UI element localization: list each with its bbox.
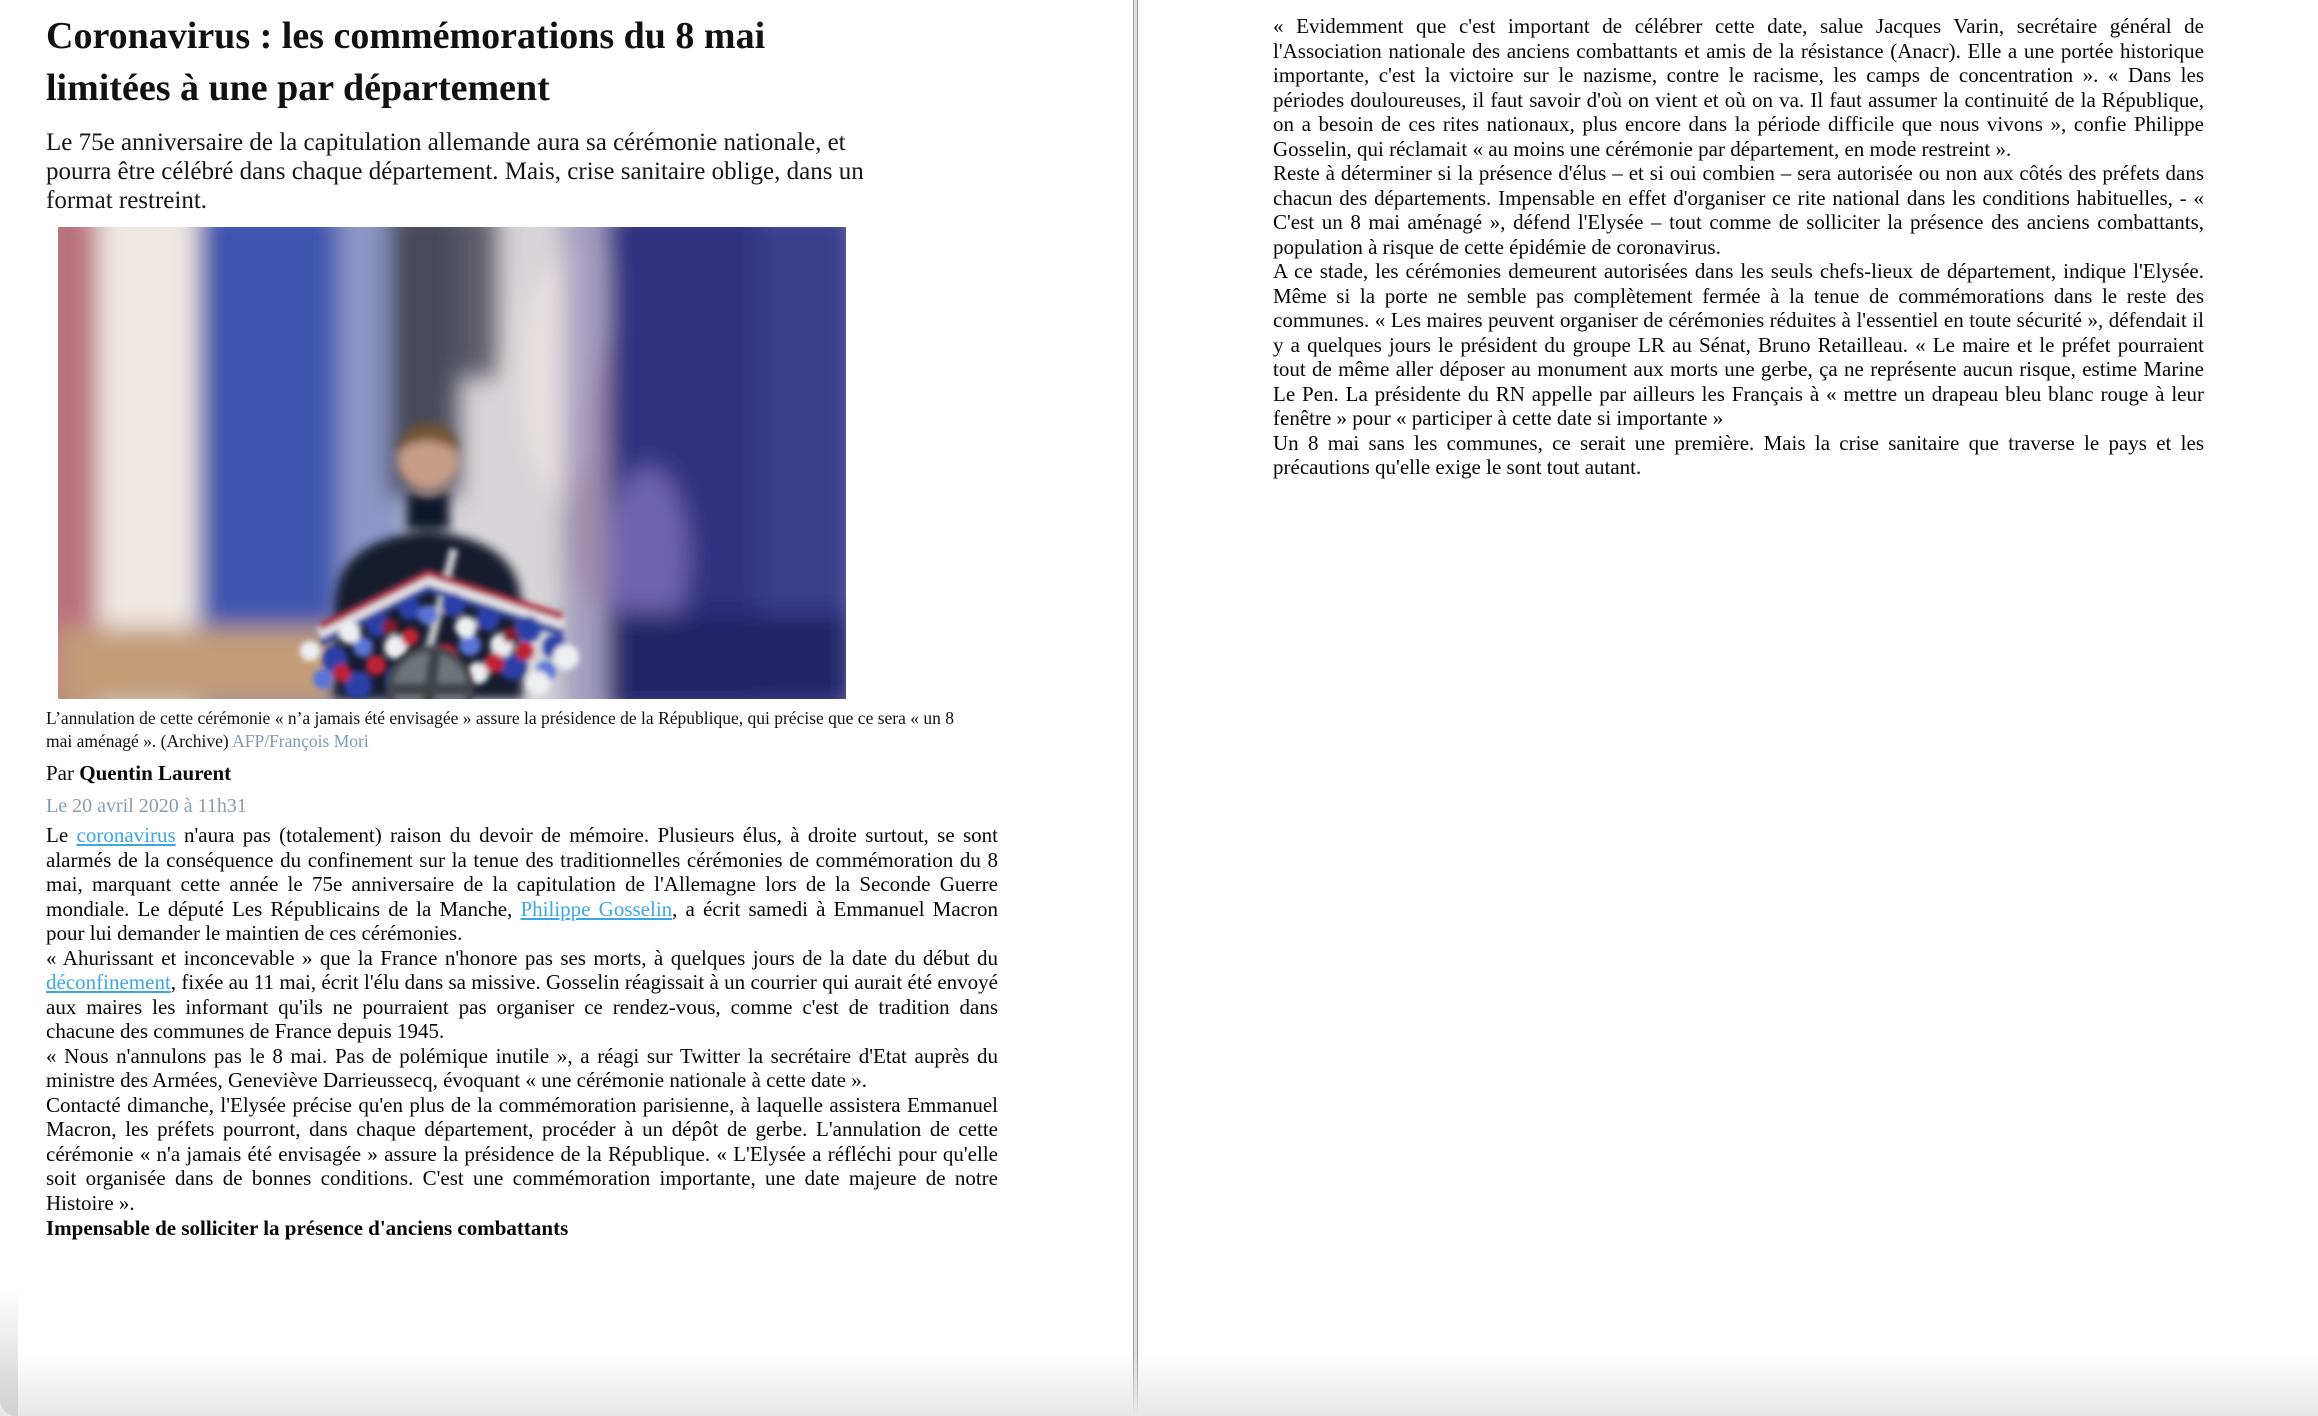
article-body-left bbox=[46, 823, 998, 1215]
paragraph bbox=[46, 1093, 998, 1216]
article-body-right bbox=[1273, 14, 2204, 480]
article-page-left bbox=[0, 0, 1133, 1416]
text-segment: Reste à déterminer si la présence d'élus – et si oui combien – sera autorisée ou non aux côtés des préfets dans chacun des départements. Impensable en effet d'organiser ce rite national dans les conditions habituelles, - « C'est un 8 mai aménagé », défend l'Elysée – tout comme de solliciter la présence des anciens combattants, population à risque de cette épidémie de coronavirus. bbox=[1273, 161, 2204, 259]
article-column-left bbox=[46, 10, 998, 1241]
article-standfirst: Le 75e anniversaire de la capitulation allemande aura sa cérémonie nationale, et pourra être célébré dans chaque département. Mais, crise sanitaire oblige, dans un format restreint. bbox=[46, 129, 864, 214]
text-segment: A ce stade, les cérémonies demeurent autorisées dans les seuls chefs-lieux de département, indique l'Elysée. Même si la porte ne semble pas complètement fermée à la tenue de commémorations dans le reste des communes. « Les maires peuvent organiser de cérémonies réduites à l'essentiel en toute sécurité », défendait il y a quelques jours le président du groupe LR au Sénat, Bruno Retailleau. « Le maire et le préfet pourraient tout de même aller déposer au monument aux morts une gerbe, ça ne représente aucun risque, estime Marine Le Pen. La présidente du RN appelle par ailleurs les Français à « mettre un drapeau bleu blanc rouge à leur fenêtre » pour « participer à cette date si importante » bbox=[1273, 259, 2204, 430]
author-name: Quentin Laurent bbox=[79, 761, 232, 785]
paragraph bbox=[46, 707, 966, 753]
text-segment: « Ahurissant et inconcevable » que la France n'honore pas ses morts, à quelques jours de la date du début du bbox=[46, 945, 998, 970]
inline-link[interactable]: déconfinement bbox=[46, 970, 171, 994]
text-segment: , a écrit samedi à Emmanuel Macron pour lui demander le maintien de ces cérémonies. bbox=[46, 896, 998, 945]
paragraph bbox=[1273, 431, 2204, 480]
article-title: Coronavirus : les commémorations du 8 mai limitées à une par département bbox=[46, 15, 766, 109]
paragraph bbox=[46, 823, 998, 946]
byline-prefix: Par bbox=[46, 761, 80, 785]
paragraph bbox=[46, 946, 998, 1044]
text-segment: n'aura pas (totalement) raison du devoir de mémoire. Plusieurs élus, à droite surtout, se sont alarmés de la conséquence du confinement sur la tenue des traditionnelles cérémonies de commémoration du 8 mai, marquant cette année le 75e anniversaire de la capitulation de l'Allemagne lors de la Seconde Guerre mondiale. Le député Les Républicains de la Manche, bbox=[46, 823, 998, 921]
article-page-right bbox=[1138, 0, 2318, 1416]
paragraph bbox=[1273, 259, 2204, 431]
text-segment: L’annulation de cette cérémonie « n’a jamais été envisagée » assure la présidence de la République, qui précise que ce sera « un 8 mai aménagé ». (Archive) bbox=[46, 708, 955, 751]
text-segment: « Evidemment que c'est important de célébrer cette date, salue Jacques Varin, secrétaire général de l'Association nationale des anciens combattants et amis de la résistance (Anacr). Elle a une portée historique importante, c'est la victoire sur le nazisme, contre le racisme, les camps de concentration ». « Dans les périodes douloureuses, il faut savoir d'où on vient et où on va. Il faut assumer la continuité de la République, on a besoin de ces rites nationaux, plus encore dans la période difficile que nous vivons », confie Philippe Gosselin, qui réclamait « au moins une cérémonie par département, en mode restreint ». bbox=[1273, 14, 2204, 161]
photo-caption bbox=[46, 707, 966, 753]
text-segment: « Nous n'annulons pas le 8 mai. Pas de polémique inutile », a réagi sur Twitter la secrétaire d'Etat auprès du ministre des Armées, Geneviève Darrieussecq, évoquant « une cérémonie nationale à cette date ». bbox=[46, 1043, 998, 1092]
section-subheading: Impensable de solliciter la présence d'anciens combattants bbox=[46, 1216, 569, 1240]
publish-date: Le 20 avril 2020 à 11h31 bbox=[46, 795, 247, 817]
paragraph bbox=[1273, 14, 2204, 161]
paragraph bbox=[1273, 161, 2204, 259]
text-segment: Contacté dimanche, l'Elysée précise qu'en plus de la commémoration parisienne, à laquelle assistera Emmanuel Macron, les préfets pourront, dans chaque département, procéder à un dépôt de gerbe. L'annulation de cette cérémonie « n'a jamais été envisagée » assure la présidence de la République. « L'Elysée a réfléchi pour qu'elle soit organisée dans de bonnes conditions. C'est une commémoration importante, une date majeure de notre Histoire ». bbox=[46, 1092, 998, 1215]
paragraph bbox=[46, 1044, 998, 1093]
photo-credit: AFP/François Mori bbox=[232, 731, 369, 751]
photo-illustration bbox=[58, 227, 846, 699]
byline bbox=[46, 761, 998, 786]
text-segment: Un 8 mai sans les communes, ce serait une première. Mais la crise sanitaire que traverse le pays et les précautions qu'elle exige le sont tout autant. bbox=[1273, 430, 2204, 479]
text-segment: , fixée au 11 mai, écrit l'élu dans sa missive. Gosselin réagissait à un courrier qui aurait été envoyé aux maires les informant qu'ils ne pourraient pas organiser ce rendez-vous, comme c'est de tradition dans chacune des communes de France depuis 1945. bbox=[46, 970, 998, 1043]
inline-link[interactable]: coronavirus bbox=[76, 823, 176, 847]
inline-link[interactable]: Philippe Gosselin bbox=[520, 896, 673, 921]
article-photo bbox=[58, 227, 846, 699]
text-segment: Le bbox=[46, 823, 77, 847]
